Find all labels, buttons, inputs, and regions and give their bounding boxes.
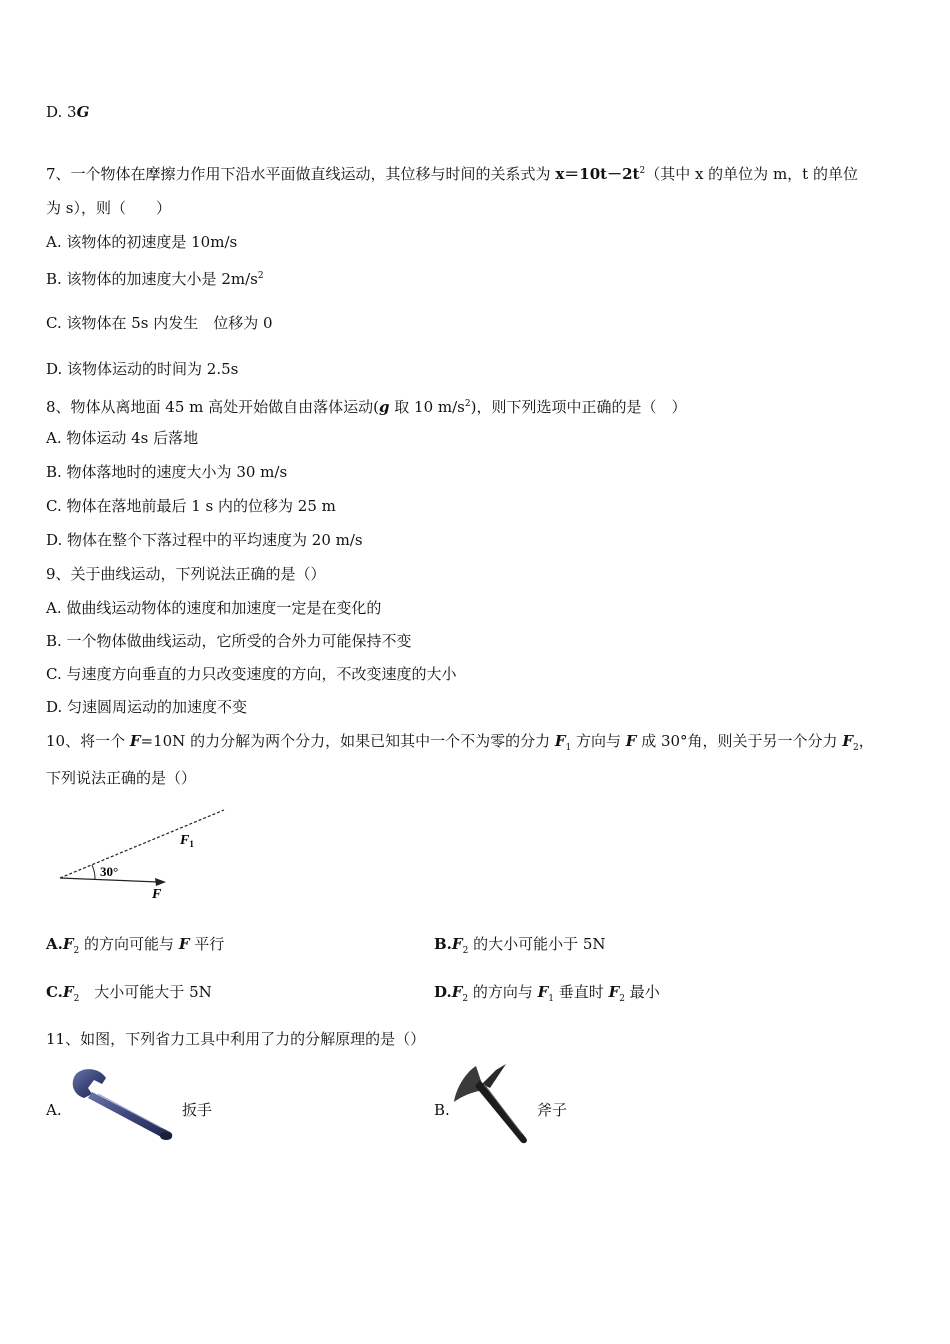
q9-option-d: D. 匀速圆周运动的加速度不变	[46, 698, 248, 716]
q10-option-c: $C.F_2$ 大小可能大于 5N	[46, 983, 212, 1004]
option-d-prev: D. 3G	[46, 103, 90, 121]
label-angle: 30°	[100, 864, 119, 879]
q11-option-a-name: 扳手	[182, 1101, 213, 1119]
q8-stem: 8、物体从离地面 45 m 高处开始做自由落体运动(g 取 10 $m/s^2$)，则下列选项中正确的是（ ）	[46, 398, 687, 416]
angle-arc	[92, 865, 95, 880]
q10-stem-line1: 10、将一个 F=10N 的力分解为两个分力，如果已知其中一个不为零的分力 $F_1$ 方向与 F 成 30°角，则关于另一个分力 $F_2$，	[46, 732, 874, 753]
f1-dashed-line	[60, 810, 224, 878]
q7-option-d: D. 该物体运动的时间为 2.5s	[46, 360, 239, 378]
q8-option-d: D. 物体在整个下落过程中的平均速度为 20 m/s	[46, 531, 363, 549]
q11-option-a-label: A.	[46, 1101, 62, 1119]
q10-stem-line2: 下列说法正确的是（）	[46, 769, 197, 787]
force-decomposition-diagram	[52, 802, 242, 902]
q7-stem-line1: 7、一个物体在摩擦力作用下沿水平面做直线运动，其位移与时间的关系式为 $x=10t-2t^2$（其中 x 的单位为 m，t 的单位	[46, 165, 858, 183]
q8-option-c: C. 物体在落地前最后 1 s 内的位移为 25 m	[46, 497, 336, 515]
q7-option-a: A. 该物体的初速度是 10m/s	[46, 233, 238, 251]
q9-option-a: A. 做曲线运动物体的速度和加速度一定是在变化的	[46, 599, 382, 617]
q7-stem-line2: 为 s），则（ ）	[46, 199, 171, 217]
wrench-icon	[62, 1064, 182, 1144]
q10-option-a: $A.F_2$ 的方向可能与 F 平行	[46, 935, 225, 956]
q10-option-d: $D.F_2$ 的方向与 $F_1$ 垂直时 $F_2$ 最小	[434, 983, 660, 1004]
q8-option-a: A. 物体运动 4s 后落地	[46, 429, 199, 447]
q7-option-b: B. 该物体的加速度大小是 $2m/s^2$	[46, 270, 264, 288]
label-f: F	[152, 887, 162, 902]
f-arrowhead	[155, 878, 166, 886]
label-f1: $F_1$	[180, 833, 194, 849]
q11-option-b-name: 斧子	[537, 1101, 568, 1119]
q8-option-b: B. 物体落地时的速度大小为 30 m/s	[46, 463, 288, 481]
axe-icon	[448, 1062, 538, 1146]
q11-option-b-label: B.	[434, 1101, 450, 1119]
q9-option-b: B. 一个物体做曲线运动，它所受的合外力可能保持不变	[46, 632, 412, 650]
q11-stem: 11、如图，下列省力工具中利用了力的分解原理的是（）	[46, 1030, 426, 1048]
q9-option-c: C. 与速度方向垂直的力只改变速度的方向，不改变速度的大小	[46, 665, 457, 683]
q7-option-c: C. 该物体在 5s 内发生 位移为 0	[46, 314, 273, 332]
q10-option-b: $B.F_2$ 的大小可能小于 5N	[434, 935, 606, 956]
q9-stem: 9、关于曲线运动，下列说法正确的是（）	[46, 565, 326, 583]
